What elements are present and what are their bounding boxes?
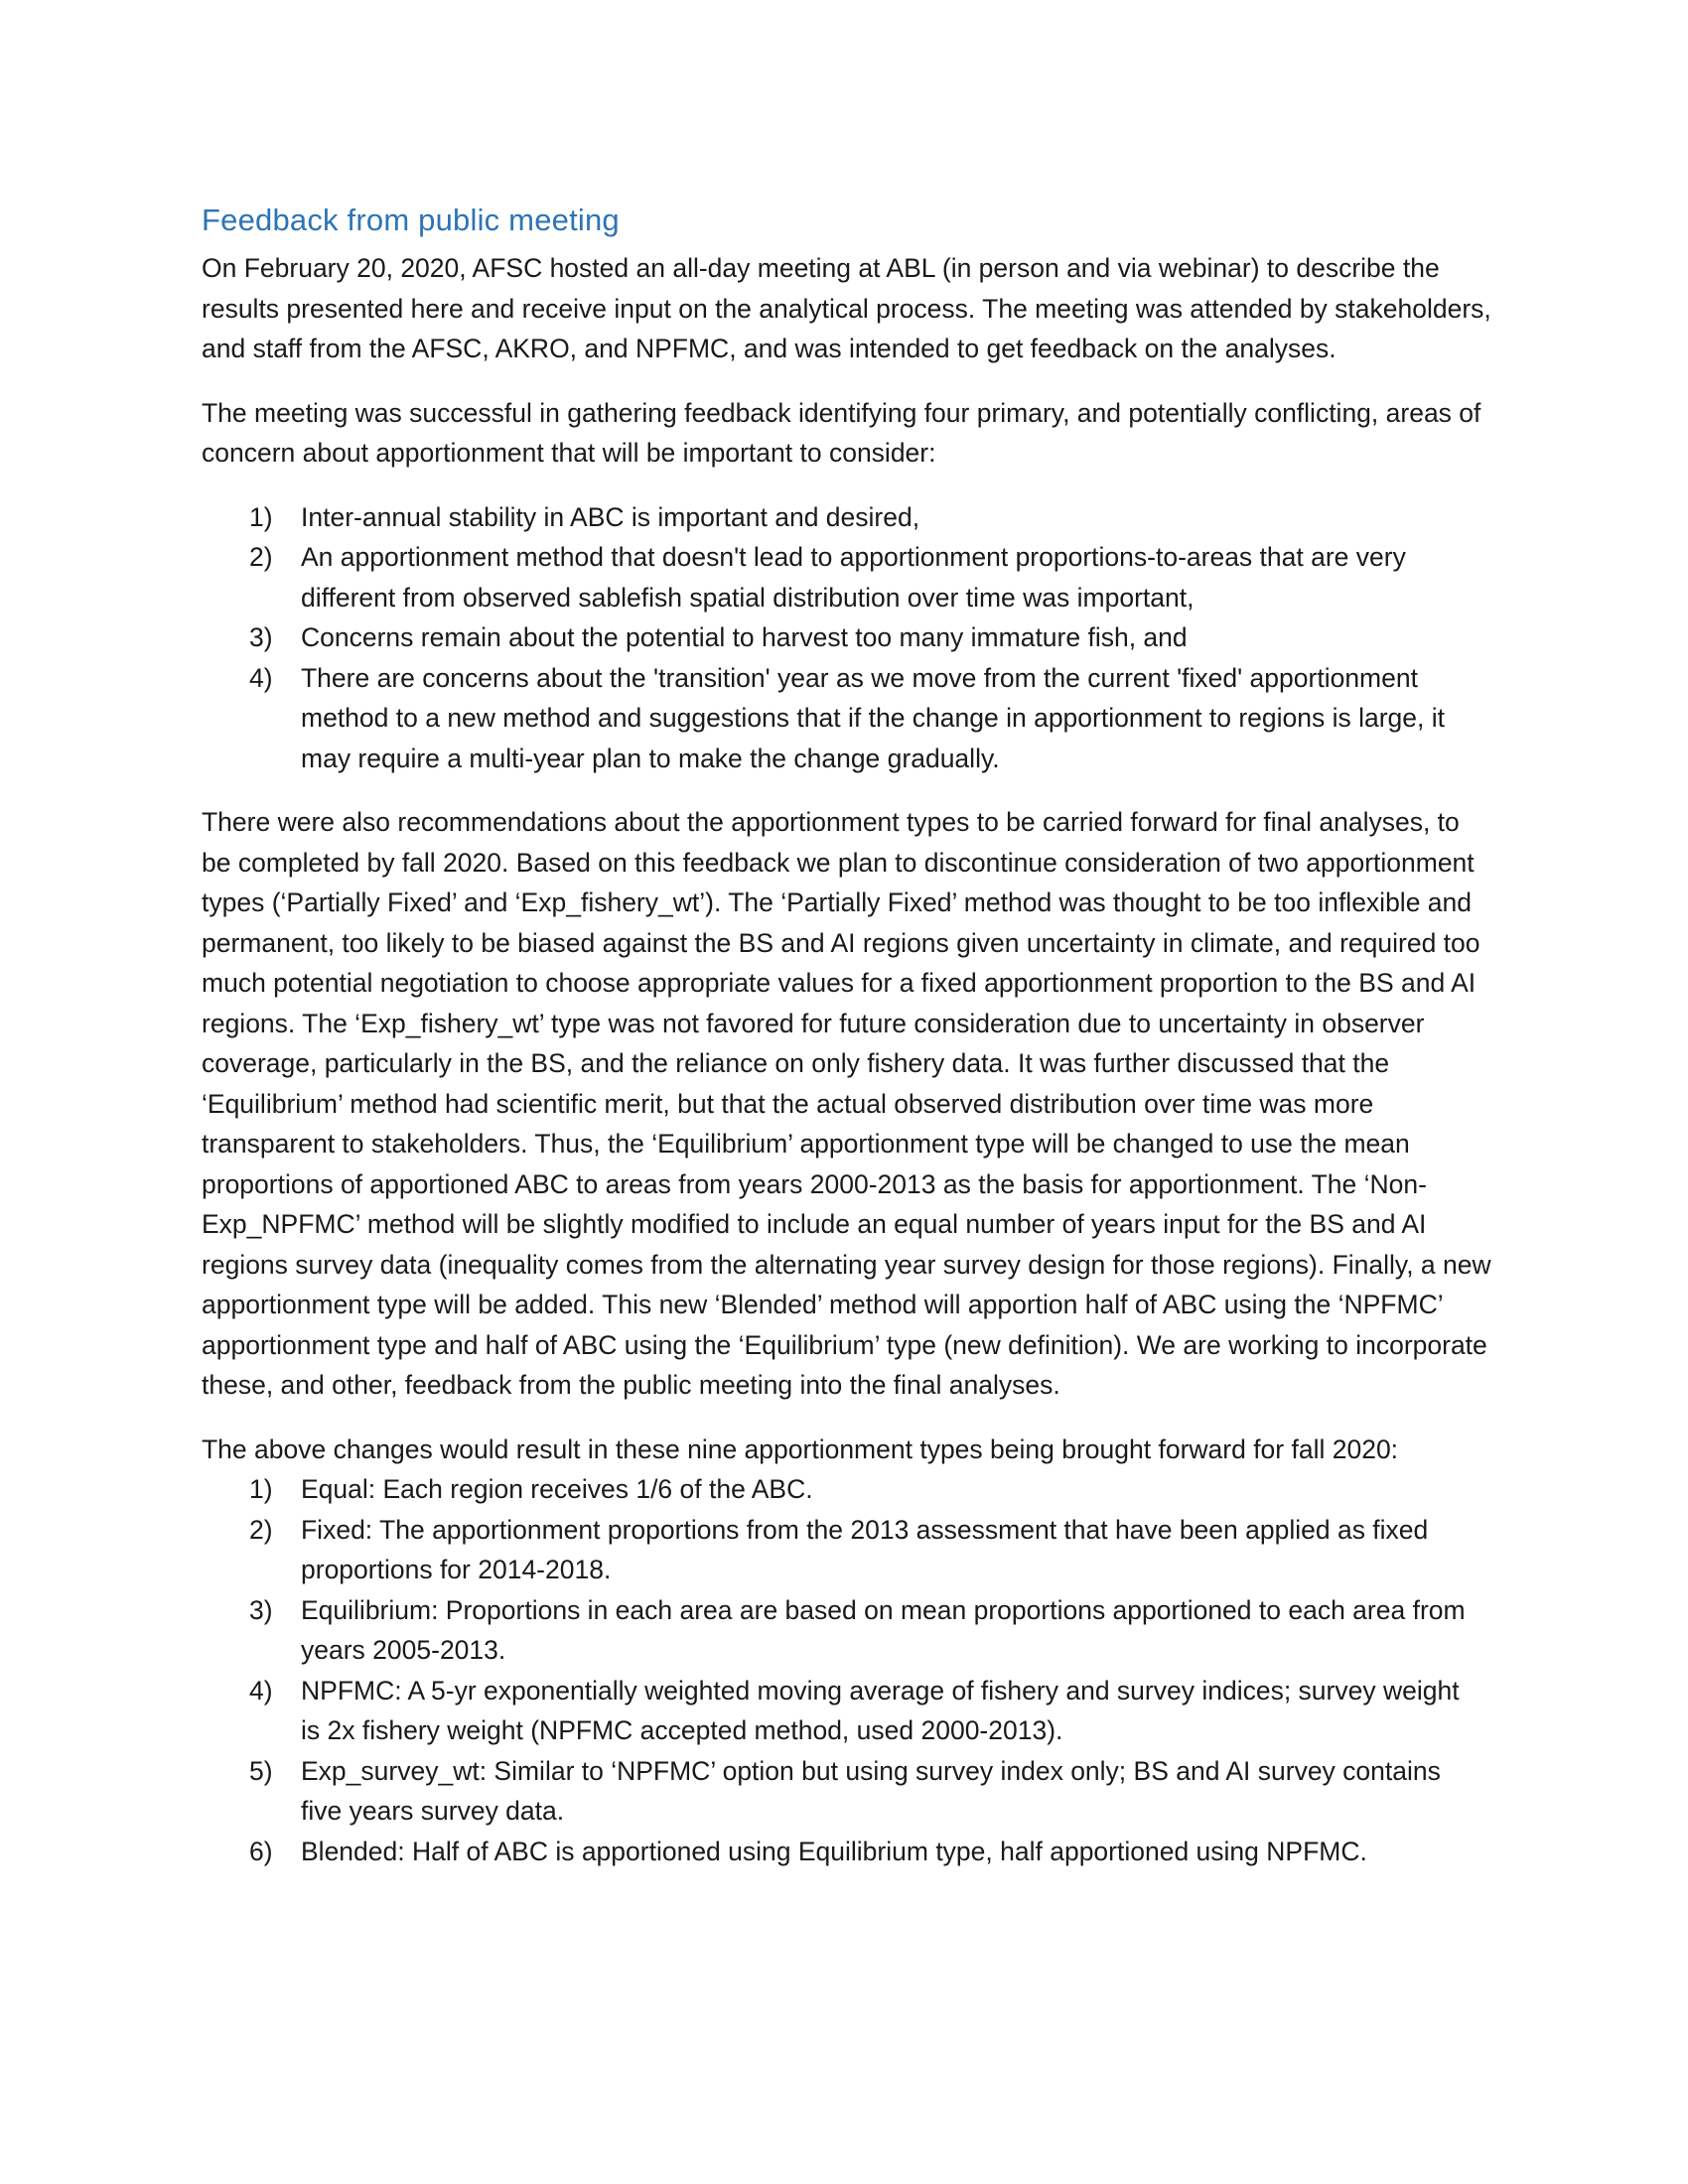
paragraph-recommendations: There were also recommendations about the apportionment types to be carried forward for final analyses, to be completed by fall 2020. Based on this feedback we plan to discontinue consideration of two apportionment types (‘Partially Fixed’ and ‘Exp_fishery_wt’). The ‘Partially Fixed’ method was thought to be too inflexible and permanent, too likely to be biased against the BS and AI regions given uncertainty in climate, and required too much potential negotiation to choose appropriate values for a fixed apportionment proportion to the BS and AI regions. The ‘Exp_fishery_wt’ type was not favored for future consideration due to uncertainty in observer coverage, particularly in the BS, and the reliance on only fishery data. It was further discussed that the ‘Equilibrium’ method had scientific merit, but that the actual observed distribution over time was more transparent to stakeholders. Thus, the ‘Equilibrium’ apportionment type will be changed to use the mean proportions of apportioned ABC to areas from years 2000-2013 as the basis for apportionment. The ‘Non-Exp_NPFMC’ method will be slightly modified to include an equal number of years input for the BS and AI regions survey data (inequality comes from the alternating year survey design for those regions). Finally, a new apportionment type will be added. This new ‘Blended’ method will apportion half of ABC using the ‘NPFMC’ apportionment type and half of ABC using the ‘Equilibrium’ type (new definition). We are working to incorporate these, and other, feedback from the public meeting into the final analyses. bbox=[202, 807, 1491, 1400]
list-item bbox=[202, 497, 1492, 538]
list-number: 2) bbox=[249, 542, 273, 572]
list-item-text: Exp_survey_wt: Similar to ‘NPFMC’ option but using survey index only; BS and AI survey contains five years survey data. bbox=[301, 1755, 1441, 1826]
apportionment-types-list bbox=[202, 1469, 1492, 1871]
list-number: 5) bbox=[249, 1755, 273, 1786]
document-body bbox=[202, 201, 1492, 1895]
list-number: 3) bbox=[249, 1594, 273, 1625]
paragraph-types-intro: The above changes would result in these nine apportionment types being brought forward for fall 2020: bbox=[202, 1433, 1399, 1464]
list-number: 4) bbox=[249, 1675, 273, 1706]
list-number: 1) bbox=[249, 501, 273, 532]
list-item bbox=[202, 658, 1492, 779]
list-item-text: Fixed: The apportionment proportions from the 2013 assessment that have been applied as fixed proportions for 2014-2018. bbox=[301, 1514, 1429, 1584]
list-number: 2) bbox=[249, 1514, 273, 1545]
list-item bbox=[202, 1671, 1492, 1751]
section-heading: Feedback from public meeting bbox=[202, 203, 620, 237]
list-item bbox=[202, 537, 1492, 617]
list-item-text: There are concerns about the 'transition' year as we move from the current 'fixed' apportionment method to a new method and suggestions that if the change in apportionment to regions is large, it may require a multi-year plan to make the change gradually. bbox=[301, 662, 1445, 773]
list-number: 6) bbox=[249, 1836, 273, 1866]
list-item-text: Equal: Each region receives 1/6 of the ABC. bbox=[301, 1474, 813, 1504]
list-number: 1) bbox=[249, 1474, 273, 1504]
list-number: 3) bbox=[249, 622, 273, 652]
list-item bbox=[202, 1510, 1492, 1590]
list-item bbox=[202, 617, 1492, 658]
list-number: 4) bbox=[249, 662, 273, 693]
list-item-text: An apportionment method that doesn't lead to apportionment proportions-to-areas that are very different from observed sablefish spatial distribution over time was important, bbox=[301, 542, 1406, 613]
list-item bbox=[202, 1469, 1492, 1510]
list-item-text: Blended: Half of ABC is apportioned using Equilibrium type, half apportioned using NPFMC. bbox=[301, 1836, 1367, 1866]
list-item bbox=[202, 1832, 1492, 1872]
list-item bbox=[202, 1590, 1492, 1671]
list-item bbox=[202, 1751, 1492, 1832]
list-item-text: Inter-annual stability in ABC is important and desired, bbox=[301, 501, 920, 532]
paragraph-intro: On February 20, 2020, AFSC hosted an all-day meeting at ABL (in person and via webinar) to describe the results presented here and receive input on the analytical process. The meeting was attended by stakeholders, and staff from the AFSC, AKRO, and NPFMC, and was intended to get feedback on the analyses. bbox=[202, 253, 1491, 363]
list-item-text: NPFMC: A 5-yr exponentially weighted moving average of fishery and survey indices; survey weight is 2x fishery weight (NPFMC accepted method, used 2000-2013). bbox=[301, 1675, 1460, 1745]
concerns-list bbox=[202, 497, 1492, 779]
paragraph-concerns-intro: The meeting was successful in gathering feedback identifying four primary, and potentially conflicting, areas of concern about apportionment that will be important to consider: bbox=[202, 397, 1481, 468]
list-item-text: Equilibrium: Proportions in each area are based on mean proportions apportioned to each area from years 2005-2013. bbox=[301, 1594, 1466, 1665]
list-item-text: Concerns remain about the potential to harvest too many immature fish, and bbox=[301, 622, 1188, 652]
